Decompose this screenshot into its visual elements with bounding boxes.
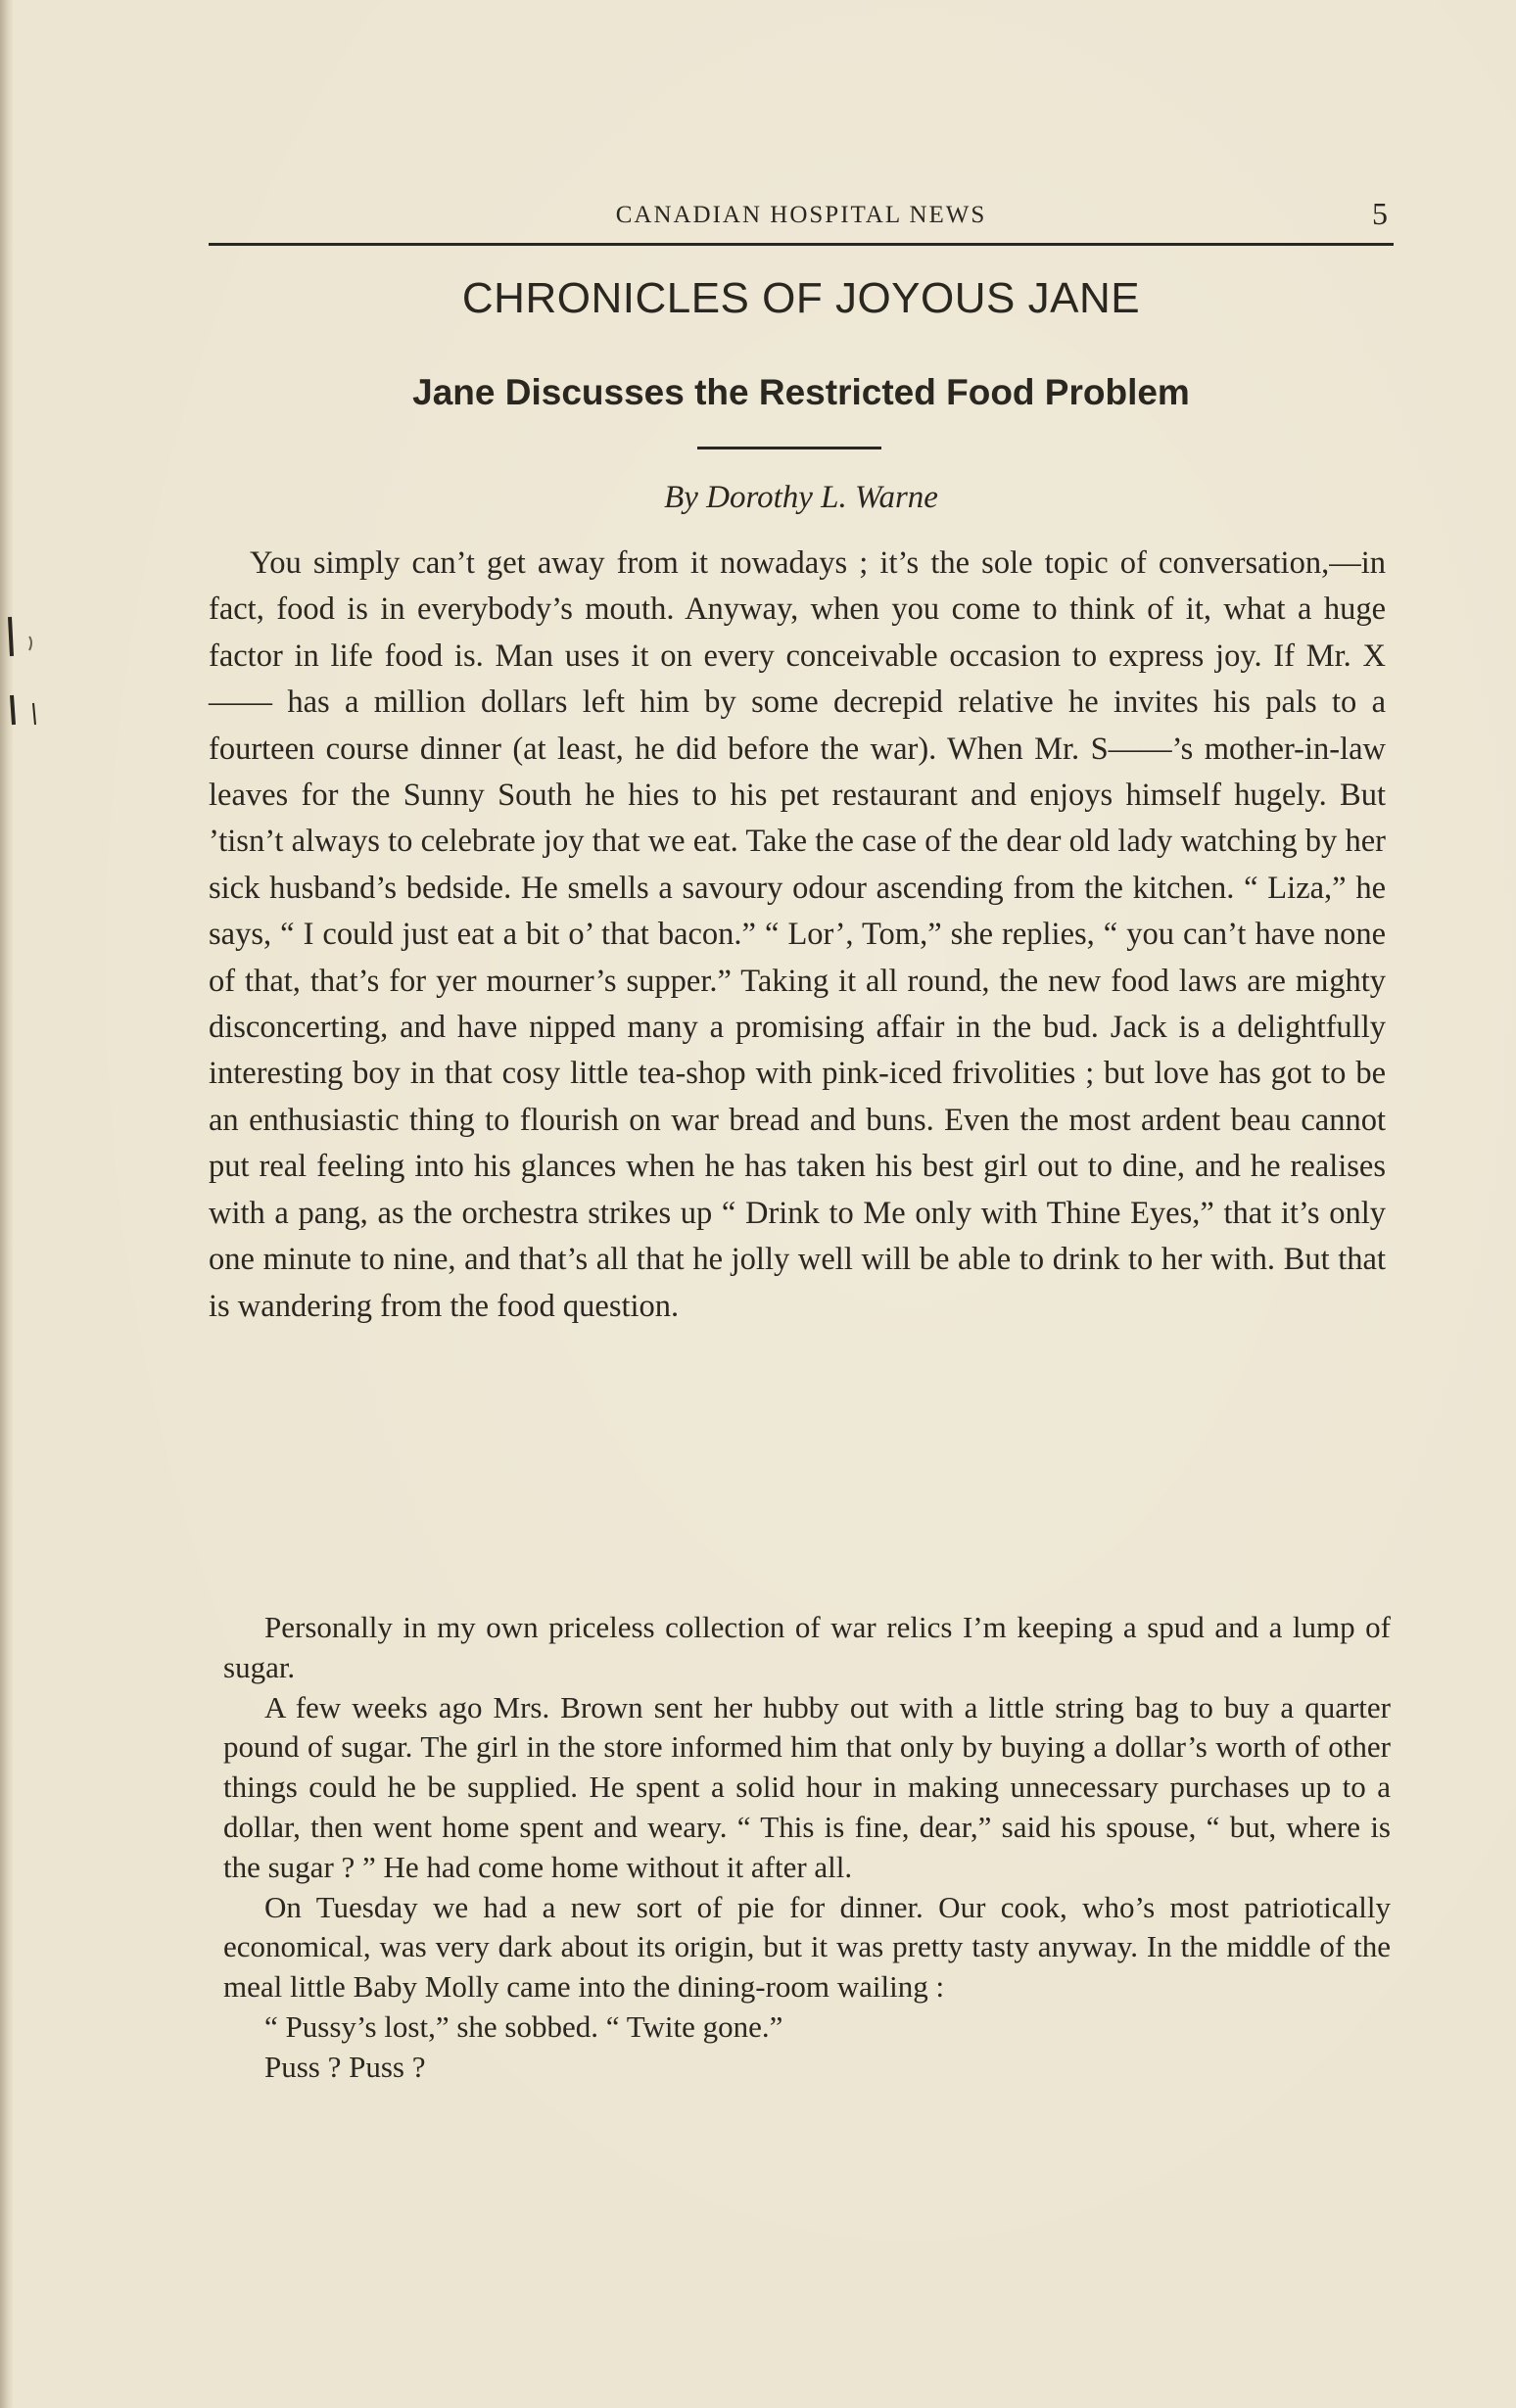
- page-number: 5: [1372, 196, 1388, 231]
- article-subtitle: Jane Discusses the Restricted Food Problem: [412, 372, 1190, 412]
- article-title: CHRONICLES OF JOYOUS JANE: [461, 274, 1141, 322]
- page-binding-edge: [0, 0, 14, 2408]
- paragraph: On Tuesday we had a new sort of pie for dinner. Our cook, who’s most patriotically economical, was very dark about its origin, but it was pretty tasty anyway. In the middle of the meal little Baby Molly came into the dining-room wailing :: [223, 1889, 1391, 2005]
- article-body-large: [209, 541, 1386, 1330]
- running-title: CANADIAN HOSPITAL NEWS: [615, 202, 987, 228]
- paragraph: You simply can’t get away from it nowadays ; it’s the sole topic of conversation,—in fact, food is in everybody’s mouth. Anyway, when you come to think of it, what a huge factor in life food is. Man uses it on every conceivable occasion to express joy. If Mr. X—— has a million dollars left him by some decrepid relative he invites his pals to a fourteen course dinner (at least, he did before the war). When Mr. S——’s mother-in-law leaves for the Sunny South he hies to his pet restaurant and enjoys himself hugely. But ’tisn’t always to celebrate joy that we eat. Take the case of the dear old lady watching by her sick husband’s bedside. He smells a savoury odour ascending from the kitchen. “ Liza,” he says, “ I could just eat a bit o’ that bacon.” “ Lor’, Tom,” she replies, “ you can’t have none of that, that’s for yer mourner’s supper.” Taking it all round, the new food laws are mighty disconcerting, and have nipped many a promising affair in the bud. Jack is a delightfully interesting boy in that cosy little tea-shop with pink-iced frivolities ; but love has got to be an enthusiastic thing to flourish on war bread and buns. Even the most ardent beau cannot put real feeling into his glances when he has taken his best girl out to dine, and he realises with a pang, as the orchestra strikes up “ Drink to Me only with Thine Eyes,” that it’s only one minute to nine, and that’s all that he jolly well will be able to drink to her with. But that is wandering from the food question.: [209, 545, 1386, 1324]
- paragraph: Personally in my own priceless collection of war relics I’m keeping a spud and a lump of sugar.: [223, 1610, 1391, 1684]
- title-divider: [697, 447, 881, 449]
- article-body-small: [223, 1608, 1391, 2088]
- page-header: [209, 196, 1394, 246]
- article-byline: By Dorothy L. Warne: [664, 480, 938, 515]
- margin-marks: [0, 578, 59, 774]
- paragraph: “ Pussy’s lost,” she sobbed. “ Twite gone.”: [264, 2008, 783, 2044]
- paragraph: Puss ? Puss ?: [264, 2049, 426, 2084]
- paragraph: A few weeks ago Mrs. Brown sent her hubby out with a little string bag to buy a quarter pound of sugar. The girl in the store informed him that only by buying a dollar’s worth of other things could he be supplied. He spent a solid hour in making unnecessary purchases up to a dollar, then went home spent and weary. “ This is fine, dear,” said his spouse, “ but, where is the sugar ? ” He had come home without it after all.: [223, 1689, 1391, 1884]
